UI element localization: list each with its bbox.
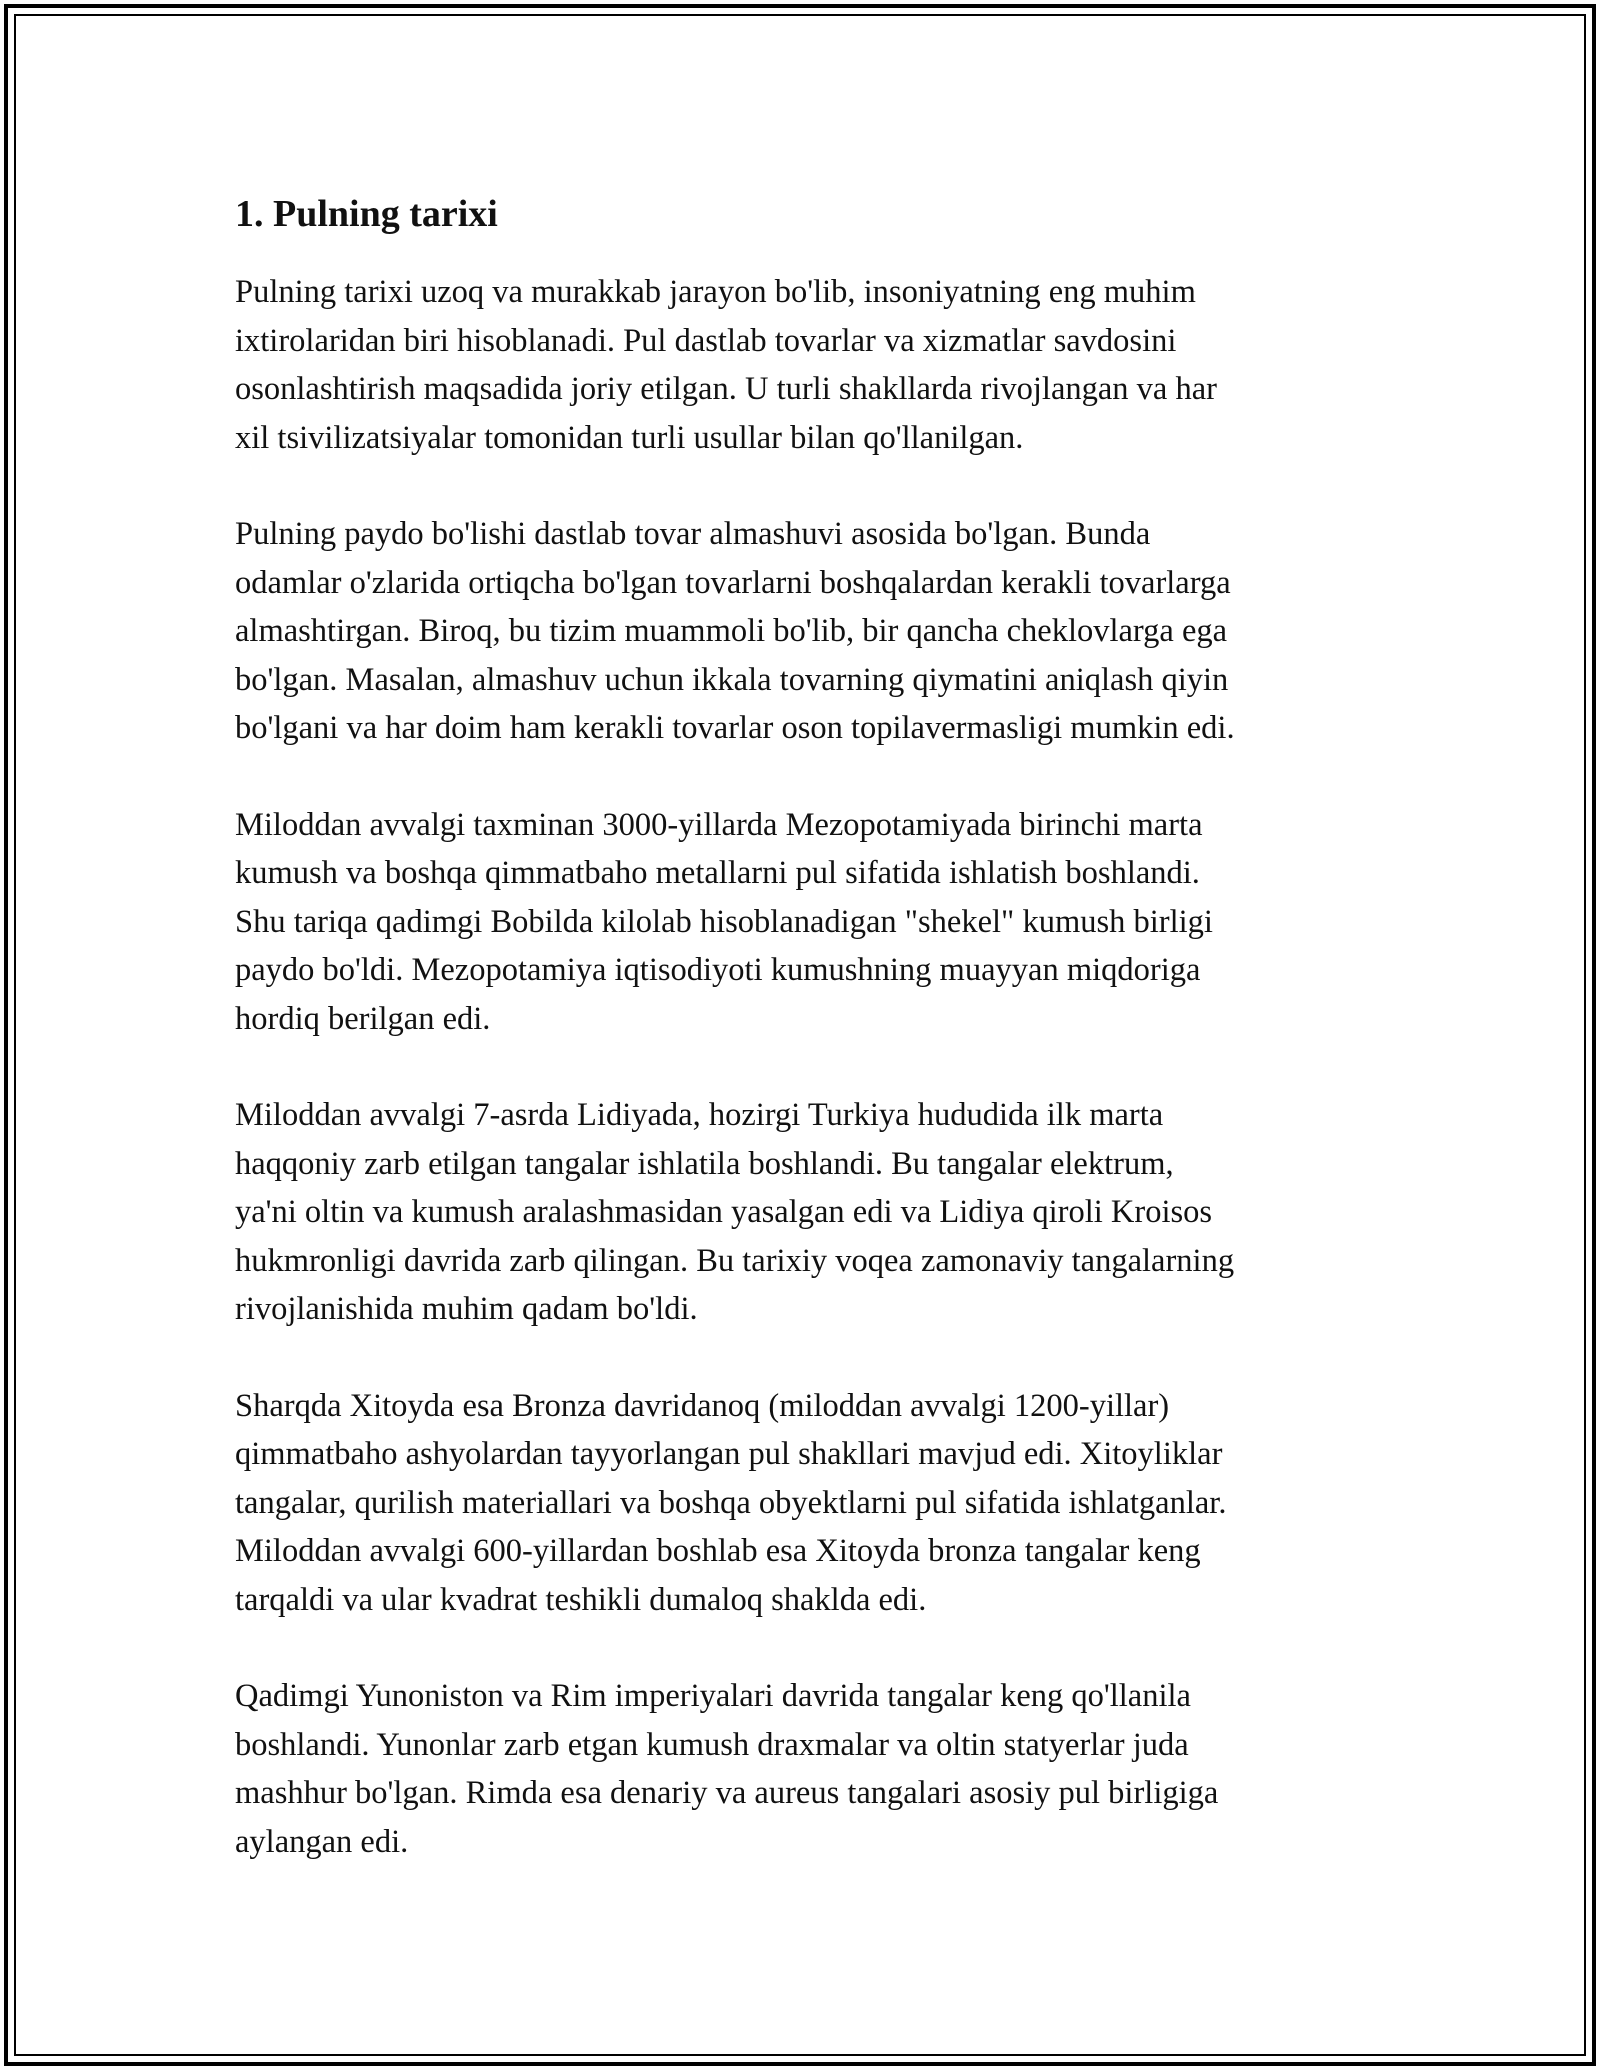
paragraph-6: Qadimgi Yunoniston va Rim imperiyalari davrida tangalar keng qo'llanila boshlandi. Yunonlar zarb etgan kumush draxmalar va oltin statyerlar juda mashhur bo'lgan. Rimda esa denariy va aureus tangalari asosiy pul birligiga aylangan edi. — [235, 1678, 1219, 1860]
paragraph-4: Miloddan avvalgi 7-asrda Lidiyada, hozirgi Turkiya hududida ilk marta haqqoniy zarb etilgan tangalar ishlatila boshlandi. Bu tangalar elektrum, ya'ni oltin va kumush aralashmasidan yasalgan edi va Lidiya qiroli Kroisos hukmronligi davrida zarb qilingan. Bu tarixiy voqea zamonaviy tangalarning rivojlanishida muhim qadam bo'ldi. — [235, 1097, 1235, 1327]
paragraph-2: Pulning paydo bo'lishi dastlab tovar almashuvi asosida bo'lgan. Bunda odamlar o'zlarida ortiqcha bo'lgan tovarlarni boshqalardan kerakli tovarlarga almashtirgan. Biroq, bu tizim muammoli bo'lib, bir qancha cheklovlarga ega bo'lgan. Masalan, almashuv uchun ikkala tovarning qiymatini aniqlash qiyin bo'lgani va har doim ham kerakli tovarlar oson topilavermasligi mumkin edi. — [235, 516, 1235, 746]
paragraph-3: Miloddan avvalgi taxminan 3000-yillarda Mezopotamiyada birinchi marta kumush va boshqa qimmatbaho metallarni pul sifatida ishlatish boshlandi. Shu tariqa qadimgi Bobilda kilolab hisoblanadigan "shekel" kumush birligi paydo bo'ldi. Mezopotamiya iqtisodiyoti kumushning muayyan miqdoriga hordiq berilgan edi. — [235, 806, 1213, 1037]
paragraph-1: Pulning tarixi uzoq va murakkab jarayon bo'lib, insoniyatning eng muhim ixtirolaridan biri hisoblanadi. Pul dastlab tovarlar va xizmatlar savdosini osonlashtirish maqsadida joriy etilgan. U turli shakllarda rivojlangan va har xil tsivilizatsiyalar tomonidan turli usullar bilan qo'llanilgan. — [235, 274, 1217, 456]
section-title: 1. Pulning tarixi — [235, 193, 498, 235]
document-body — [235, 186, 1395, 1914]
paragraph-5: Sharqda Xitoyda esa Bronza davridanoq (miloddan avvalgi 1200-yillar) qimmatbaho ashyolardan tayyorlangan pul shakllari mavjud edi. Xitoyliklar tangalar, qurilish materiallari va boshqa obyektlarni pul sifatida ishlatganlar. Miloddan avvalgi 600-yillardan boshlab esa Xitoyda bronza tangalar keng tarqaldi va ular kvadrat teshikli dumaloq shaklda edi. — [235, 1387, 1227, 1618]
